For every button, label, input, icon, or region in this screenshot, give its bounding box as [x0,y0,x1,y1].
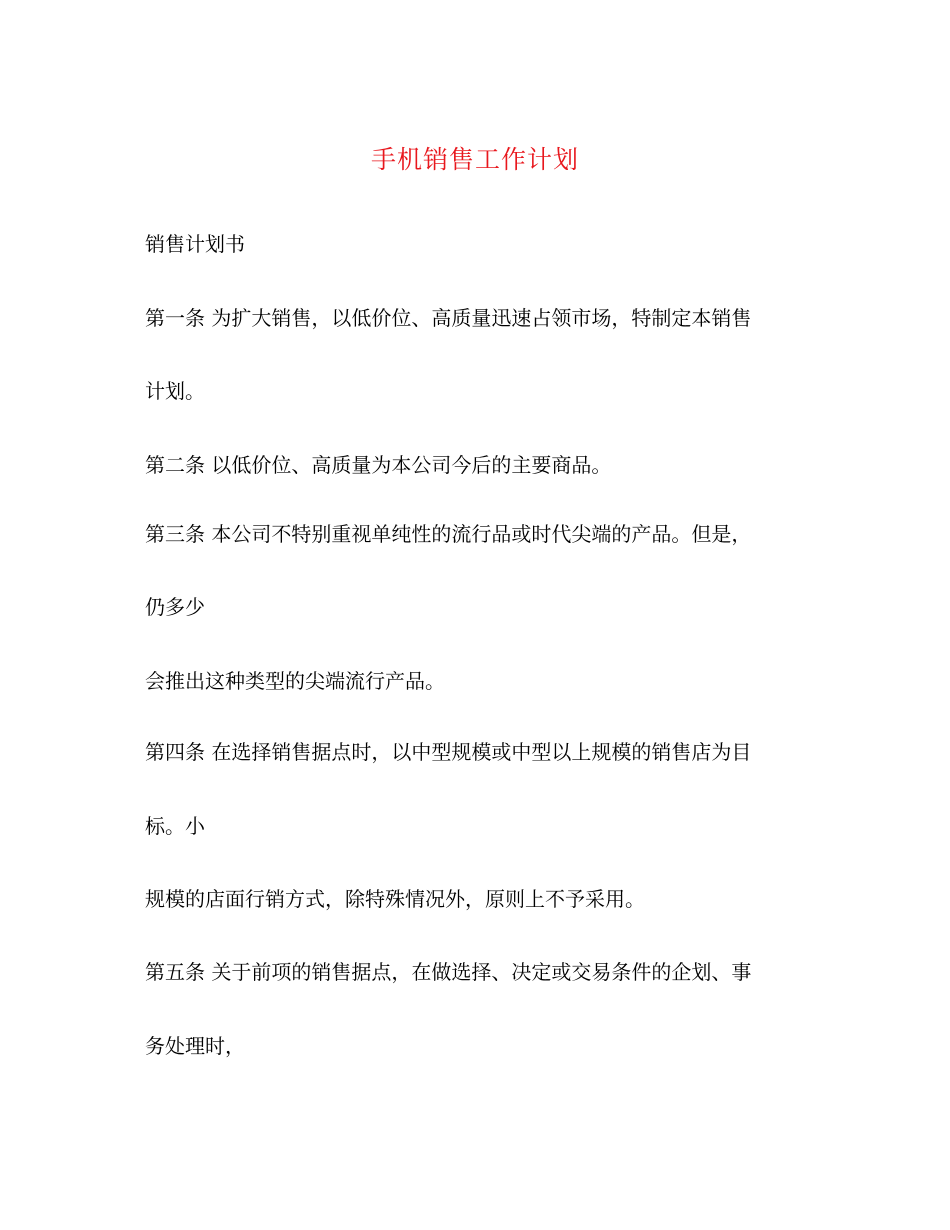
document-line: 仍多少 [145,595,205,619]
document-line: 第四条 在选择销售据点时，以中型规模或中型以上规模的销售店为目 [145,740,752,764]
document-line: 务处理时， [145,1034,245,1058]
document-line: 会推出这种类型的尖端流行产品。 [145,669,445,693]
document-line: 规模的店面行销方式，除特殊情况外，原则上不予采用。 [145,887,645,911]
document-line: 标。小 [145,814,205,838]
document-line: 第三条 本公司不特别重视单纯性的流行品或时代尖端的产品。但是， [145,522,752,546]
document-line: 第二条 以低价位、高质量为本公司今后的主要商品。 [145,453,612,477]
document-line: 计划。 [145,379,205,403]
document-line: 销售计划书 [145,232,245,256]
document-line: 第五条 关于前项的销售据点，在做选择、决定或交易条件的企划、事 [145,960,752,984]
document-line: 第一条 为扩大销售，以低价位、高质量迅速占领市场，特制定本销售 [145,306,752,330]
document-title: 手机销售工作计划 [370,145,579,174]
